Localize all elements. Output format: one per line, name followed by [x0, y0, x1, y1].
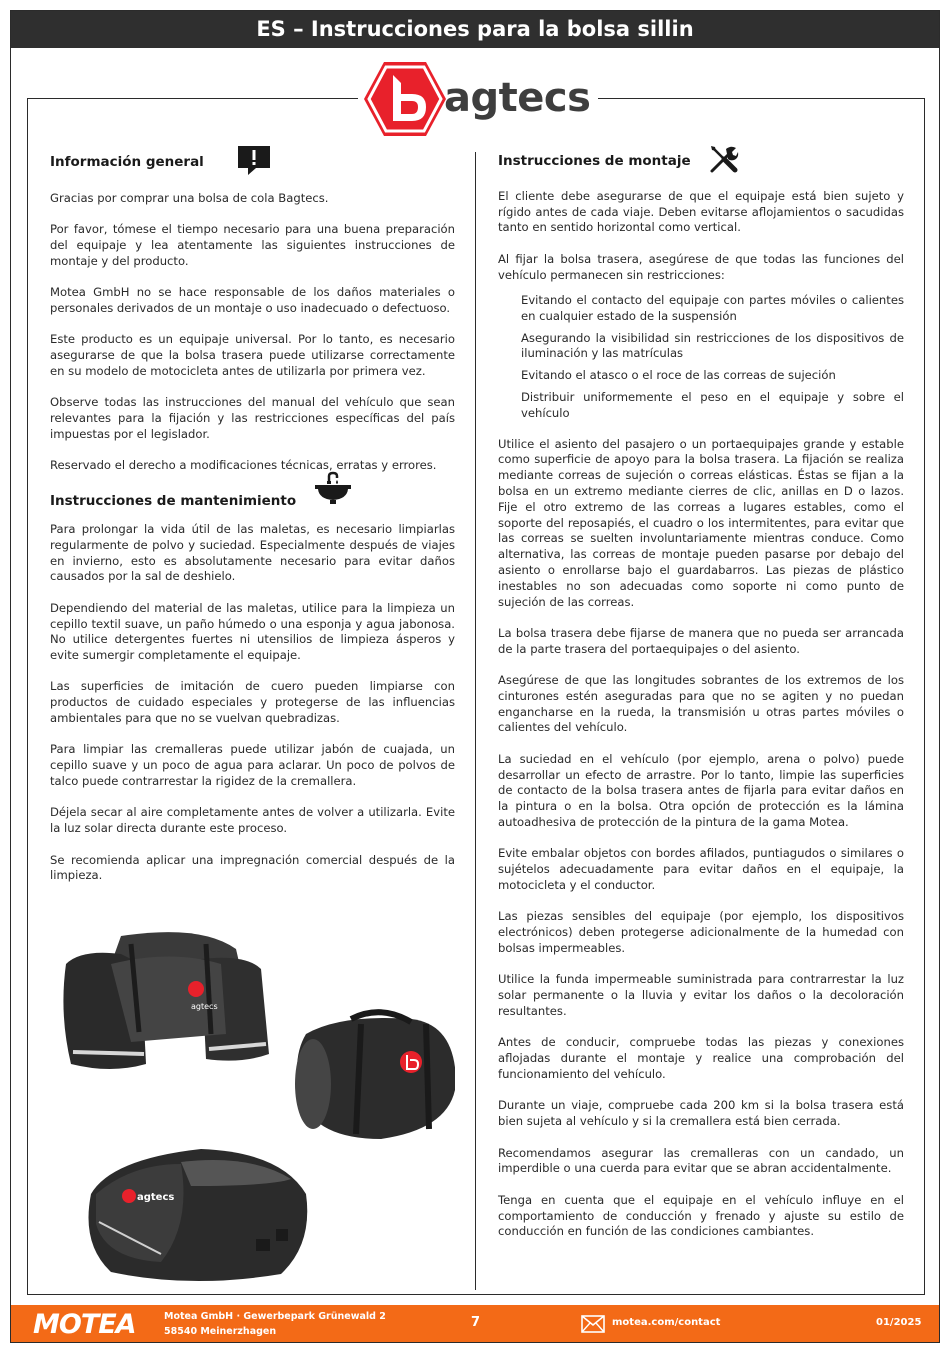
- logo-wordmark: agtecs: [444, 75, 591, 121]
- paragraph: Dependiendo del material de las maletas, utilice para la limpieza un cepillo textil suave, un paño húmedo o una esponja y agua jabonosa. No utilice detergentes fuertes ni utensilios de limpieza ásperos y evite sumergir completamente el equipaje.: [50, 600, 455, 663]
- list-item: Evitando el contacto del equipaje con partes móviles o calientes en cualquier estado de la suspensión: [521, 292, 904, 323]
- general-info-heading-text: Información general: [50, 153, 204, 170]
- footer-address: [164, 1309, 386, 1339]
- document-date: 01/2025: [876, 1317, 922, 1328]
- paragraph: Observe todas las instrucciones del manual del vehículo que sean relevantes para la fijación y las restricciones específicas del país impuestas por el legislador.: [50, 395, 455, 441]
- mounting-body: [498, 189, 904, 1240]
- paragraph: Utilice la funda impermeable suministrada para contrarrestar la luz solar permanente o la lluvia y evitar los daños o la decoloración resultantes.: [498, 972, 904, 1019]
- mounting-heading: [498, 144, 904, 179]
- address-line-2: 58540 Meinerzhagen: [164, 1326, 277, 1337]
- bag-logo-text: agtecs: [191, 1002, 218, 1011]
- maintenance-heading-text: Instrucciones de mantenimiento: [50, 493, 297, 510]
- bagtecs-b-hexagon-logo: [362, 59, 448, 139]
- duffel-bag-photo: [295, 1012, 455, 1139]
- paragraph: Gracias por comprar una bolsa de cola Bagtecs.: [50, 190, 329, 205]
- page-title: ES – Instrucciones para la bolsa sillin: [11, 11, 939, 48]
- paragraph: La suciedad en el vehículo (por ejemplo, arena o polvo) puede desarrollar un efecto de arrastre. Por lo tanto, limpie las superficies de contacto de la bolsa trasera antes de fijarla para evitar daños en la pintura o en la bolsa. Otra opción de protección es la lámina autoadhesiva de protección de la pintura de la gama Motea.: [498, 751, 904, 830]
- paragraph: Para limpiar las cremalleras puede utilizar jabón de cuajada, un cepillo suave y un poco de agua para aclarar. Un poco de polvos de talco puede contrarrestar la rigidez de la cremallera.: [50, 742, 455, 789]
- paragraph: Recomendamos asegurar las cremalleras con un candado, un imperdible o una cuerda para evitar que se abran accidentalmente.: [498, 1145, 904, 1176]
- paragraph: La bolsa trasera debe fijarse de manera que no pueda ser arrancada de la parte trasera del portaequipajes o del asiento.: [498, 625, 904, 656]
- page-footer: [11, 1305, 939, 1342]
- wash-basin-icon: [314, 471, 352, 510]
- mounting-heading-text: Instrucciones de montaje: [498, 152, 691, 169]
- paragraph: Las superficies de imitación de cuero pueden limpiarse con productos de cuidado especiales y protegerse de las influencias ambientales para que no se vuelvan quebradizas.: [50, 679, 455, 726]
- paragraph: El cliente debe asegurarse de que el equipaje está bien sujeto y rígido antes de cada viaje. Deben evitarse aflojamientos o sacudidas tanto en sentido horizontal como vertical.: [498, 188, 904, 235]
- page-number: 7: [471, 1315, 481, 1330]
- bag-logo-text: agtecs: [137, 1192, 175, 1203]
- general-info-heading: [50, 144, 455, 181]
- paragraph: Por favor, tómese el tiempo necesario para una buena preparación del equipaje y lea atentamente las siguientes instrucciones de montaje y del producto.: [50, 222, 455, 268]
- paragraph: Se recomienda aplicar una impregnación comercial después de la limpieza.: [50, 852, 455, 883]
- address-line-1: Motea GmbH · Gewerbepark Grünewald 2: [164, 1311, 386, 1322]
- paragraph: Al fijar la bolsa trasera, asegúrese de que todas las funciones del vehículo permanecen sin restricciones:: [498, 251, 904, 282]
- requirements-list: [521, 293, 904, 422]
- left-column: [50, 144, 455, 900]
- list-item: Evitando el atasco o el roce de las correas de sujeción: [521, 368, 836, 383]
- paragraph: Déjela secar al aire completamente antes de volver a utilizarla. Evite la luz solar directa durante este proceso.: [50, 805, 455, 836]
- list-item: Asegurando la visibilidad sin restricciones de los dispositivos de iluminación y las matrículas: [521, 330, 904, 361]
- list-item: Distribuir uniformemente el peso en el equipaje y sobre el vehículo: [521, 389, 904, 420]
- saddlebag-photo: [63, 932, 269, 1069]
- paragraph: Tenga en cuenta que el equipaje en el vehículo influye en el comportamiento de conducción y frenado y ajuste su estilo de conducción en función de las condiciones cambiantes.: [498, 1192, 904, 1239]
- general-info-body: [50, 191, 455, 474]
- paragraph: Este producto es un equipaje universal. Por lo tanto, es necesario asegurarse de que la bolsa trasera puede utilizarse correctamente en su modelo de motocicleta antes de utilizarla por primera vez.: [50, 332, 455, 378]
- column-divider: [475, 152, 476, 1290]
- motea-brand-logo: MOTEA: [33, 1309, 136, 1340]
- tail-bag-photo: [89, 1149, 308, 1281]
- paragraph: Evite embalar objetos con bordes afilados, puntiagudos o similares o sujételos adecuadamente para evitar daños en el equipaje, la motocicleta y el conductor.: [498, 846, 904, 893]
- maintenance-heading: [50, 494, 455, 510]
- paragraph: Motea GmbH no se hace responsable de los daños materiales o personales derivados de un montaje o uso inadecuado o defectuoso.: [50, 285, 455, 315]
- paragraph: Durante un viaje, compruebe cada 200 km si la bolsa trasera está bien sujeta al vehículo y si la cremallera está bien cerrada.: [498, 1098, 904, 1129]
- maintenance-body: [50, 522, 455, 884]
- paragraph: Reservado el derecho a modificaciones técnicas, erratas y errores.: [50, 458, 437, 473]
- document-page: [10, 10, 940, 1343]
- exclamation-speech-icon: [236, 144, 272, 181]
- paragraph: Las piezas sensibles del equipaje (por ejemplo, los dispositivos electrónicos) deben protegerse adicionalmente de la humedad con bolsas impermeables.: [498, 909, 904, 956]
- contact-link[interactable]: motea.com/contact: [612, 1317, 721, 1328]
- paragraph: Asegúrese de que las longitudes sobrantes de los extremos de los cinturones estén aseguradas para que no se agiten y no puedan engancharse en la rueda, la transmisión u otras partes móviles o calientes del vehículo.: [498, 673, 904, 735]
- right-column: [498, 144, 904, 1256]
- bagtecs-logo: [358, 59, 598, 139]
- envelope-icon: [581, 1315, 605, 1337]
- paragraph: Antes de conducir, compruebe todas las piezas y conexiones aflojadas durante el montaje y realice una comprobación del funcionamiento del vehículo.: [498, 1035, 904, 1081]
- tools-icon: [709, 144, 739, 179]
- paragraph: Para prolongar la vida útil de las maletas, es necesario limpiarlas regularmente de polvo y suciedad. Especialmente después de viajes en invierno, esto es absolutamente necesario para evitar daños causados por la sal de deshielo.: [50, 521, 455, 584]
- product-photos: [51, 924, 455, 1289]
- paragraph: Utilice el asiento del pasajero o un portaequipajes grande y estable como superficie de apoyo para la bolsa trasera. La fijación se realiza mediante correas de sujeción o correas elásticas. Éstas se fijan a la bolsa en un extremo mediante cierres de clic, anillas en D o lazos. Fije el otro extremo de las correas a lugares estables, como el soporte del reposapiés, el cuadro o los intermitentes, para evitar que las correas se suelten involuntariamente mientras conduce. Como alternativa, las correas de montaje pueden pasarse por debajo del asiento o enrollarse bajo el guardabarros. Las piezas de plástico inestables no son adecuadas como soporte ni como punto de sujeción de las correas.: [498, 436, 904, 609]
